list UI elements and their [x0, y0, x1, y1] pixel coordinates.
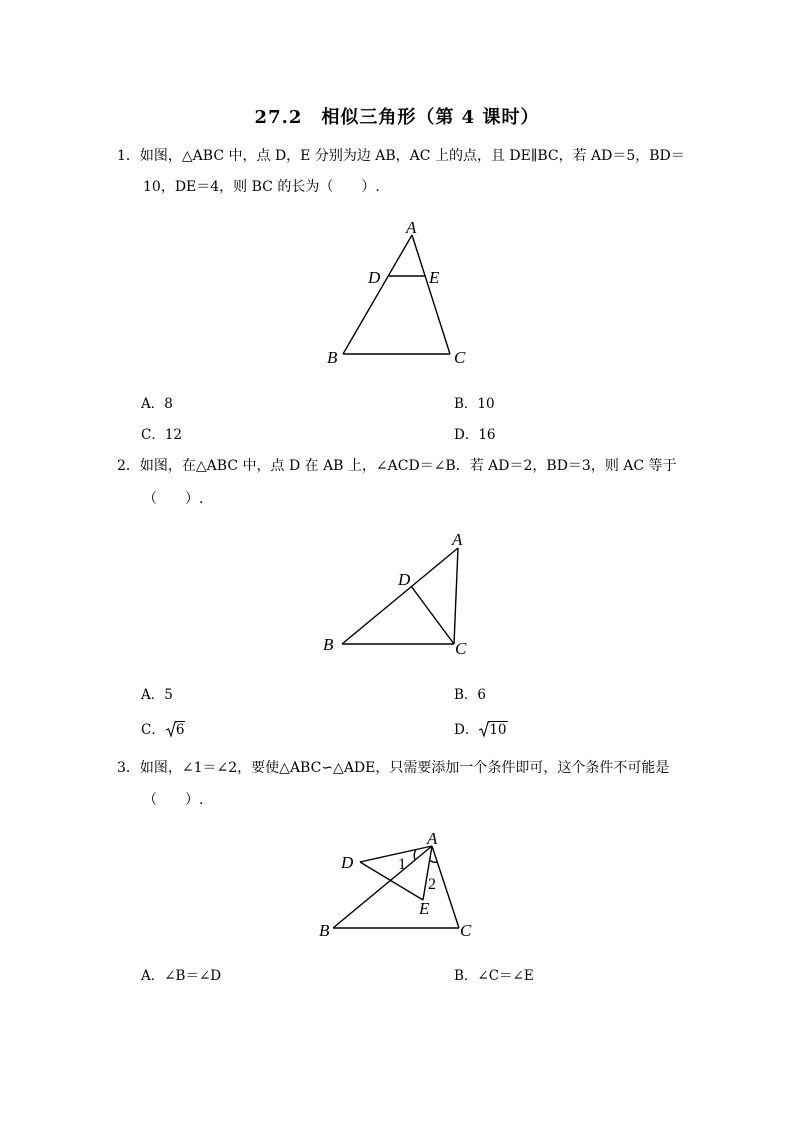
- q1-option-a[interactable]: A．8: [141, 396, 173, 412]
- q3-option-b[interactable]: B．∠C＝∠E: [454, 968, 534, 984]
- q2-segment-cd: [411, 586, 454, 644]
- q3-label-b: B: [319, 921, 330, 940]
- question-2-line-1: 2．如图，在△ABC 中，点 D 在 AB 上，∠ACD＝∠B．若 AD＝2，BD＝3，则 AC 等于: [117, 458, 677, 474]
- q1-side-ab: [343, 235, 412, 354]
- question-3-line-2: （ ）.: [143, 792, 204, 808]
- q1-label-a: A: [406, 218, 417, 237]
- q2-option-b[interactable]: B．6: [454, 687, 487, 703]
- q1-option-c[interactable]: C．12: [141, 427, 183, 443]
- q3-segment-ac: [432, 846, 459, 928]
- question-3-line-1: 3．如图，∠1＝∠2，要使△ABC∽△ADE，只需要添加一个条件即可，这个条件不可能是: [117, 760, 670, 776]
- q2-option-c-radicand: 6: [175, 722, 185, 738]
- q2-label-d: D: [398, 570, 411, 589]
- q3-angle-1-label: 1: [398, 856, 406, 873]
- q1-side-ac: [412, 235, 450, 354]
- q2-option-c[interactable]: [141, 720, 185, 740]
- q3-angle-2-label: 2: [428, 876, 436, 893]
- q1-option-b[interactable]: B．10: [454, 396, 495, 412]
- q2-label-b: B: [323, 635, 334, 654]
- question-3-figure: [310, 826, 480, 946]
- q2-option-a[interactable]: A．5: [141, 687, 173, 703]
- q2-option-d[interactable]: [454, 720, 508, 740]
- q3-angle-1-arc: [414, 850, 416, 861]
- q2-label-c: C: [455, 639, 467, 658]
- question-1-figure: [320, 215, 480, 375]
- q2-option-d-prefix: D．: [454, 722, 479, 738]
- q1-label-d: D: [368, 268, 381, 287]
- q3-angle-2-arc: [430, 860, 438, 862]
- q3-segment-ad: [360, 846, 432, 862]
- q3-label-c: C: [460, 921, 472, 940]
- q1-label-b: B: [327, 348, 338, 367]
- question-1-line-1: 1．如图，△ABC 中，点 D，E 分别为边 AB，AC 上的点，且 DE∥BC，若 AD＝5，BD＝: [117, 148, 685, 164]
- question-2-line-2: （ ）.: [143, 491, 204, 507]
- q3-label-a: A: [427, 829, 438, 848]
- q1-label-e: E: [429, 268, 440, 287]
- q2-option-d-radicand: 10: [489, 722, 507, 738]
- page-title: 27.2 相似三角形（第 4 课时）: [254, 107, 540, 128]
- question-2-figure: [318, 528, 478, 663]
- q2-option-c-prefix: C．: [141, 722, 165, 738]
- q1-label-c: C: [454, 348, 466, 367]
- q3-segment-de: [360, 862, 423, 900]
- q3-label-d: D: [341, 853, 354, 872]
- q2-label-a: A: [452, 530, 463, 549]
- q1-option-d[interactable]: D．16: [454, 427, 496, 443]
- q2-side-ac: [454, 548, 458, 644]
- q3-label-e: E: [419, 899, 430, 918]
- q2-side-ab: [342, 548, 458, 644]
- question-1-line-2: 10，DE＝4，则 BC 的长为（ ）.: [143, 179, 380, 195]
- q3-option-a[interactable]: A．∠B＝∠D: [141, 968, 222, 984]
